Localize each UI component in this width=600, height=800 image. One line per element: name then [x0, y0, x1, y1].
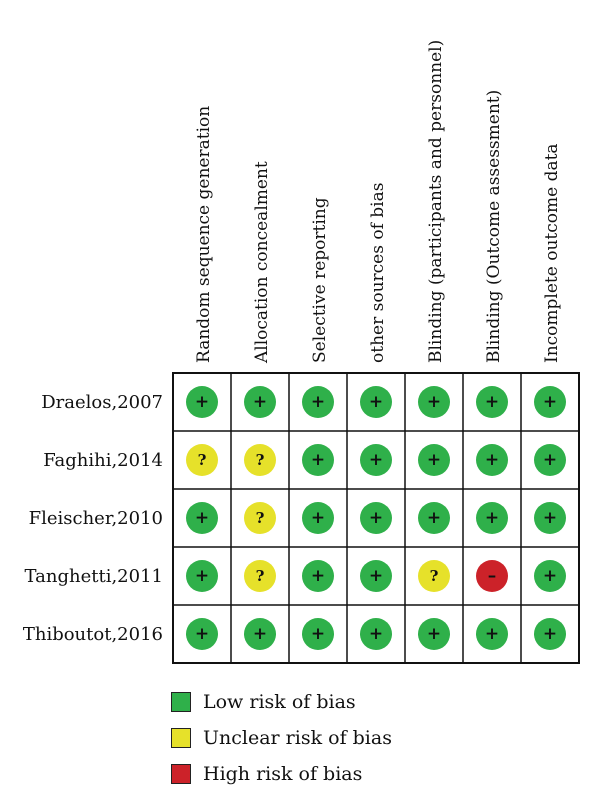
rating-cell-low	[418, 618, 450, 650]
rating-cell-low	[360, 618, 392, 650]
legend	[171, 684, 392, 792]
row-labels	[23, 392, 163, 645]
rating-symbol-low: +	[426, 392, 442, 412]
row-label-tanghetti-2011: Tanghetti,2011	[24, 566, 163, 587]
legend-item-unclear	[171, 720, 392, 756]
rating-symbol-low: +	[368, 624, 384, 644]
column-header-blinding-outcome-assessment: Blinding (Outcome assessment)	[484, 89, 504, 363]
column-header-selective-reporting: Selective reporting	[310, 197, 330, 363]
rating-symbol-low: +	[368, 508, 384, 528]
rating-symbol-low: +	[310, 566, 326, 586]
rating-cell-unclear	[244, 560, 276, 592]
rating-symbol-low: +	[310, 450, 326, 470]
rating-cell-low	[534, 502, 566, 534]
rating-symbol-low: +	[484, 624, 500, 644]
rating-grid	[173, 373, 579, 663]
rating-symbol-low: +	[194, 566, 210, 586]
rating-symbol-low: +	[484, 508, 500, 528]
rating-cell-low	[418, 444, 450, 476]
rating-cell-low	[360, 444, 392, 476]
rating-cell-low	[302, 386, 334, 418]
rating-symbol-low: +	[542, 450, 558, 470]
row-label-faghihi-2014: Faghihi,2014	[43, 450, 163, 471]
rating-cell-low	[186, 618, 218, 650]
rating-cell-low	[534, 444, 566, 476]
rating-cell-low	[418, 502, 450, 534]
legend-label-unclear: Unclear risk of bias	[203, 727, 392, 749]
rating-symbol-low: +	[368, 392, 384, 412]
rating-cell-low	[302, 618, 334, 650]
rating-symbol-low: +	[368, 566, 384, 586]
rating-cell-low	[186, 560, 218, 592]
legend-swatch-unclear	[171, 728, 191, 748]
rating-symbol-low: +	[310, 624, 326, 644]
column-header-allocation-concealment: Allocation concealment	[252, 161, 272, 363]
rating-cell-low	[476, 386, 508, 418]
rating-symbol-low: +	[310, 508, 326, 528]
rating-cell-low	[476, 444, 508, 476]
legend-label-low: Low risk of bias	[203, 691, 356, 713]
rating-symbol-low: +	[194, 624, 210, 644]
rating-cell-low	[360, 502, 392, 534]
legend-item-low	[171, 684, 392, 720]
rating-symbol-low: +	[252, 624, 268, 644]
rating-cell-low	[302, 502, 334, 534]
rating-symbol-low: +	[484, 392, 500, 412]
legend-swatch-low	[171, 692, 191, 712]
rating-cell-low	[534, 560, 566, 592]
rating-cell-low	[534, 386, 566, 418]
rating-cell-low	[302, 444, 334, 476]
rating-cell-low	[186, 502, 218, 534]
column-header-other-sources-of-bias: other sources of bias	[368, 182, 388, 363]
rating-cell-low	[360, 560, 392, 592]
rating-symbol-low: +	[542, 624, 558, 644]
column-header-blinding-participants-and-personnel: Blinding (participants and personnel)	[426, 39, 446, 363]
rating-cell-unclear	[244, 502, 276, 534]
rating-cell-low	[302, 560, 334, 592]
legend-swatch-high	[171, 764, 191, 784]
rating-symbol-unclear: ?	[255, 451, 265, 469]
legend-label-high: High risk of bias	[203, 763, 363, 785]
rating-cell-low	[360, 386, 392, 418]
column-headers	[194, 40, 562, 364]
rating-symbol-high: –	[487, 566, 497, 586]
rating-symbol-low: +	[484, 450, 500, 470]
column-header-random-sequence-generation: Random sequence generation	[194, 105, 214, 363]
rating-symbol-low: +	[542, 508, 558, 528]
legend-item-high	[171, 756, 392, 792]
rating-cell-low	[186, 386, 218, 418]
rating-symbol-low: +	[542, 392, 558, 412]
rating-symbol-low: +	[426, 450, 442, 470]
row-label-fleischer-2010: Fleischer,2010	[28, 508, 163, 529]
rating-symbol-low: +	[310, 392, 326, 412]
rating-symbol-unclear: ?	[429, 567, 439, 585]
rating-cell-low	[476, 502, 508, 534]
rating-symbol-low: +	[426, 624, 442, 644]
rating-cell-low	[244, 618, 276, 650]
rating-symbol-low: +	[426, 508, 442, 528]
column-header-incomplete-outcome-data: Incomplete outcome data	[542, 143, 562, 363]
row-label-thiboutot-2016: Thiboutot,2016	[22, 624, 163, 645]
rating-symbol-low: +	[542, 566, 558, 586]
rating-cell-low	[476, 618, 508, 650]
rating-cell-high	[476, 560, 508, 592]
row-label-draelos-2007: Draelos,2007	[41, 392, 163, 413]
rating-cell-low	[418, 386, 450, 418]
rating-symbol-low: +	[194, 508, 210, 528]
rating-cell-unclear	[244, 444, 276, 476]
rating-cell-low	[244, 386, 276, 418]
rating-symbol-low: +	[368, 450, 384, 470]
rating-symbol-unclear: ?	[255, 567, 265, 585]
rating-symbol-low: +	[252, 392, 268, 412]
rating-symbol-unclear: ?	[255, 509, 265, 527]
rating-cell-low	[534, 618, 566, 650]
rating-symbol-unclear: ?	[197, 451, 207, 469]
rating-cell-unclear	[186, 444, 218, 476]
rating-symbol-low: +	[194, 392, 210, 412]
rating-cell-unclear	[418, 560, 450, 592]
